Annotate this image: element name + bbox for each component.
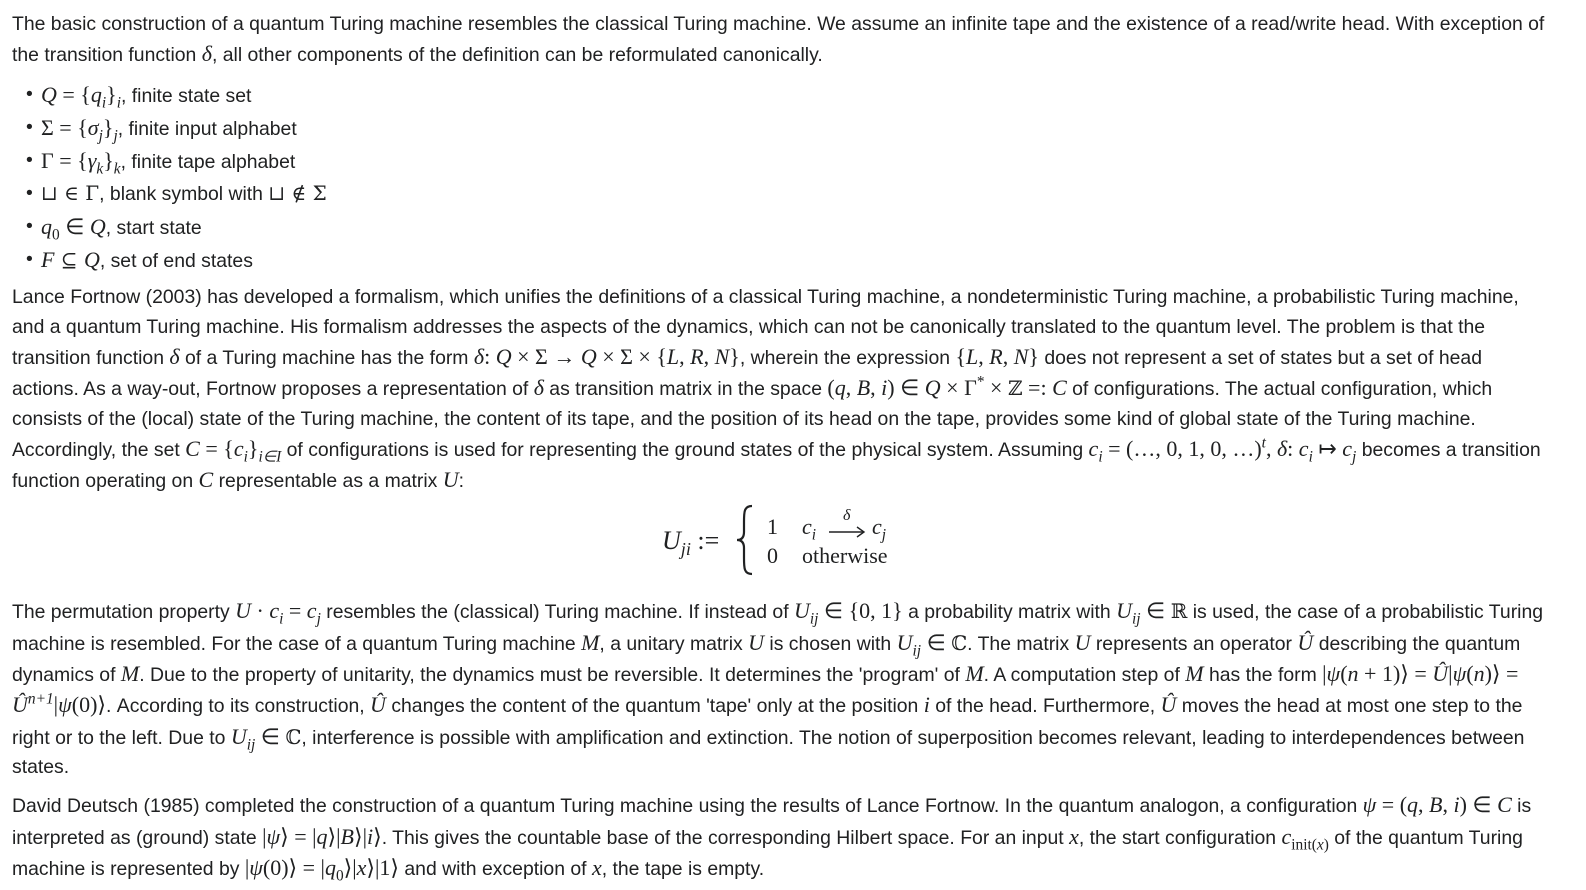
text-run: moves the head at most one step to the right or to the left. Due to bbox=[12, 695, 1523, 749]
text-run: has the form bbox=[1203, 664, 1323, 687]
item-description: , finite input alphabet bbox=[117, 117, 297, 140]
math-expression: $U_{ij}$ bbox=[896, 629, 922, 660]
text-run: . According to its construction, bbox=[106, 695, 371, 718]
bullet-icon: • bbox=[26, 149, 33, 172]
article-body bbox=[12, 10, 1552, 884]
deutsch-paragraph: David Deutsch (1985) completed the construction of a quantum Turing machine using the results of Lance Fortnow. In the quantum analogon, a configuration ψ = (q, B, i) ∈ C is interpreted as (ground) state |ψ⟩ = |q⟩|B⟩|i⟩. This gives the countable base of the corresponding Hilbert space. For an input x, the start configuration $c_{init(x)}$ of the quantum Turing machine is represented by |ψ(0)⟩ = $|q_0⟩|x⟩|1⟩$ and with exception of x, the tape is empty. bbox=[12, 792, 1532, 885]
row1-condition-cj: $c_j$ bbox=[872, 514, 887, 544]
math-expression: | bbox=[1322, 661, 1327, 687]
text-run: , the tape is empty. bbox=[601, 857, 765, 880]
text-run: and with exception of bbox=[398, 857, 592, 880]
text-run: , interference is possible with amplification and extinction. The notion of superposition becomes relevant, leading to interdependences between states. bbox=[12, 726, 1525, 778]
math-expression: M bbox=[1185, 661, 1204, 687]
fortnow-paragraph: Lance Fortnow (2003) has developed a formalism, which unifies the definitions of a classical Turing machine, a nondeterministic Turing machine, a probabilistic Turing machine, and a quantum Turing machine. His formalism addresses the aspects of the dynamics, which can not be canonically translated to the quantum level. The problem is that the transition function δ of a Turing machine has the form δ: Q × Σ → Q × Σ × {L, R, N}, wherein the expression {L, R, N} does not represent a set of states but a set of head actions. As a way-out, Fortnow proposes a representation of δ as transition matrix in the space (q, B, i) ∈ Q × Γ* × ℤ =: C of configurations. The actual configuration, which consists of the (local) state of the Turing machine, the content of its tape, and the position of its head on the tape, provides some kind of global state of the Turing machine. Accordingly, the set $C = \{c_i\}_{i\in I}$ of configurations is used for representing the ground states of the physical system. Assuming $c_i$ = (…, 0, 1, 0, …)$^t$, δ: $c_i$ ↦ $c_j$ becomes a transition function operating on C representable as a matrix U: bbox=[12, 286, 1541, 493]
text-run: of configurations is used for representing the ground states of the physical system. Assuming bbox=[281, 438, 1089, 461]
text-run: David Deutsch (1985) completed the construction of a quantum Turing machine using the results of Lance Fortnow. In the quantum analogon, a configuration bbox=[12, 795, 1363, 818]
list-item bbox=[26, 178, 1552, 210]
intro-text-a: The basic construction of a quantum Turing machine resembles the classical Turing machine. We assume an infinite tape and the existence of a read/write head. With exception of the transition function bbox=[12, 13, 1545, 67]
math-expression: { bbox=[955, 343, 966, 369]
intro-text-b: , all other components of the definition can be reformulated canonically. bbox=[211, 44, 823, 67]
math-expression: ψ bbox=[1362, 792, 1377, 818]
text-run: as transition matrix in the space bbox=[543, 378, 828, 401]
text-run: . The matrix bbox=[967, 632, 1075, 655]
list-item: • $q_0$ ∈ Q, start state bbox=[26, 211, 1552, 244]
item-description: , blank symbol with bbox=[99, 183, 269, 206]
item-description: , set of end states bbox=[99, 250, 253, 273]
text-run: , wherein the expression bbox=[739, 346, 956, 369]
item-description: , finite tape alphabet bbox=[120, 151, 296, 174]
math-expression: x bbox=[1069, 823, 1079, 849]
text-run: . Due to the property of unitarity, the dynamics must be reversible. It determines the 'program' of bbox=[139, 664, 966, 687]
item-description: , finite state set bbox=[120, 84, 252, 107]
text-run: of the quantum Turing machine is represented by bbox=[12, 826, 1523, 880]
text-run: is chosen with bbox=[764, 632, 897, 655]
text-run: The permutation property bbox=[12, 601, 236, 624]
math-expression: δ bbox=[473, 343, 485, 369]
math-expression: Q bbox=[41, 81, 57, 107]
row2-condition: otherwise bbox=[802, 543, 888, 569]
matrix-definition-equation bbox=[12, 502, 1552, 592]
row1-condition-ci: $c_i$ bbox=[802, 514, 817, 544]
item-description: , start state bbox=[105, 216, 202, 239]
math-expression: ( bbox=[827, 375, 835, 401]
math-expression: M bbox=[120, 661, 140, 687]
math-expression: $q_0$ bbox=[41, 213, 60, 244]
text-run: changes the content of the quantum 'tape' only at the position bbox=[385, 695, 924, 718]
math-expression: Û bbox=[1297, 629, 1314, 655]
intro-paragraph bbox=[12, 10, 1552, 71]
text-run: . A computation step of bbox=[983, 664, 1186, 687]
math-expression: U bbox=[1074, 629, 1091, 655]
text-run: is used, the case of a probabilistic Turing machine is resembled. For the case of a quantum Turing machine bbox=[12, 601, 1544, 655]
text-run: Lance Fortnow (2003) has developed a formalism, which unifies the definitions of a classical Turing machine, a nondeterministic Turing machine, a probabilistic Turing machine, and a quantum Turing machine. His formalism addresses the aspects of the dynamics, which can not be canonically translated to the quantum level. The problem is that the transition function bbox=[12, 286, 1519, 369]
math-expression: i bbox=[923, 692, 930, 718]
math-expression: δ bbox=[169, 343, 180, 369]
bullet-icon: • bbox=[26, 115, 33, 138]
text-run: describing the quantum dynamics of bbox=[12, 632, 1521, 687]
left-brace-icon bbox=[734, 504, 756, 576]
equation-lhs: $U_{ji}$ := bbox=[662, 526, 720, 560]
math-expression: δ bbox=[533, 375, 544, 401]
list-item: • $\Sigma = \{\sigma_j\}_j$, finite input alphabet bbox=[26, 112, 1552, 145]
permutation-paragraph: The permutation property $U \cdot c_i = c_j$ resembles the (classical) Turing machine. If instead of $U_{ij}$ ∈ {0, 1} a probability matrix with $U_{ij}$ ∈ ℝ is used, the case of a probabilistic Turing machine is resembled. For the case of a quantum Turing machine M, a unitary matrix U is chosen with $U_{ij}$ ∈ ℂ. The matrix U represents an operator Û describing the quantum dynamics of M. Due to the property of unitarity, the dynamics must be reversible. It determines the 'program' of M. A computation step of M has the form |ψ(n + 1)⟩ = Û|ψ(n)⟩ = $Û^{n+1}|\psi(0)⟩$. According to its construction, Û changes the content of the quantum 'tape' only at the position i of the head. Furthermore, Û moves the head at most one step to the right or to the left. Due to $U_{ij}$ ∈ ℂ, interference is possible with amplification and extinction. The notion of superposition becomes relevant, leading to interdependences between states. bbox=[12, 598, 1544, 778]
math-expression: Û bbox=[370, 692, 386, 718]
math-expression: $U_{ij}$ bbox=[230, 723, 256, 754]
math-expression: Σ = { bbox=[41, 114, 88, 140]
list-item: • $\Gamma = \{\gamma_k\}_k$, finite tape alphabet bbox=[26, 145, 1552, 178]
math-delta: δ bbox=[201, 41, 212, 67]
math-expression: $U_{ij}$ bbox=[793, 598, 819, 628]
row2-value: 0 bbox=[767, 543, 778, 569]
delta-arrow-icon bbox=[827, 508, 867, 542]
text-run: becomes a transition function operating on bbox=[12, 438, 1541, 493]
bullet-icon: • bbox=[26, 182, 33, 205]
row1-value: 1 bbox=[767, 514, 778, 540]
text-run: of the head. Furthermore, bbox=[929, 695, 1161, 718]
math-expression: | bbox=[244, 854, 250, 880]
text-run: of a Turing machine has the form bbox=[179, 346, 474, 369]
text-run: : bbox=[458, 470, 465, 493]
math-expression: U bbox=[748, 629, 765, 655]
math-expression: x bbox=[591, 854, 602, 880]
components-list bbox=[12, 79, 1552, 278]
bullet-icon: • bbox=[26, 248, 33, 271]
list-item: • F ⊆ Q, set of end states bbox=[26, 244, 1552, 277]
text-run: . This gives the countable base of the corresponding Hilbert space. For an input bbox=[381, 826, 1070, 849]
math-expression: U bbox=[442, 467, 459, 493]
text-run: representable as a matrix bbox=[213, 470, 443, 493]
svg-text:δ: δ bbox=[843, 508, 851, 525]
math-expression: Û bbox=[1160, 692, 1177, 718]
bullet-icon: • bbox=[26, 82, 33, 105]
math-expression: $U_{ij}$ bbox=[1116, 598, 1141, 628]
math-expression: $c_i$ bbox=[1088, 435, 1103, 466]
text-run: does not represent a set of states but a set of head actions. As a way-out, Fortnow proposes a representation of bbox=[12, 346, 1482, 401]
text-run: of configurations. The actual configuration, which consists of the (local) state of the Turing machine, the content of its tape, and the position of its head on the tape, provides some kind of global state of the Turing machine. Accordingly, the set bbox=[12, 378, 1493, 461]
math-expression: ⊔ ∈ Γ bbox=[41, 181, 100, 206]
bullet-icon: • bbox=[26, 214, 33, 237]
math-expression: U bbox=[235, 598, 251, 624]
text-run: , a unitary matrix bbox=[599, 632, 749, 655]
text-run: represents an operator bbox=[1090, 632, 1298, 655]
math-expression: C bbox=[185, 435, 200, 461]
text-run: a probability matrix with bbox=[902, 601, 1117, 624]
list-item: • $Q = \{q_i\}_i$, finite state set bbox=[26, 79, 1552, 112]
math-expression: F bbox=[41, 247, 55, 273]
math-expression: M bbox=[965, 661, 984, 687]
math-expression: C bbox=[198, 467, 214, 493]
math-expression: $c_{init(x)}$ bbox=[1281, 823, 1329, 853]
text-run: , the start configuration bbox=[1078, 826, 1282, 849]
math-expression: ⊔ ∉ Σ bbox=[268, 181, 327, 206]
text-run: resembles the (classical) Turing machine. If instead of bbox=[320, 601, 794, 624]
math-expression: M bbox=[581, 629, 600, 655]
math-expression: Γ = { bbox=[41, 148, 88, 174]
text-run: is interpreted as (ground) state bbox=[12, 795, 1532, 849]
math-expression: | bbox=[262, 823, 267, 849]
